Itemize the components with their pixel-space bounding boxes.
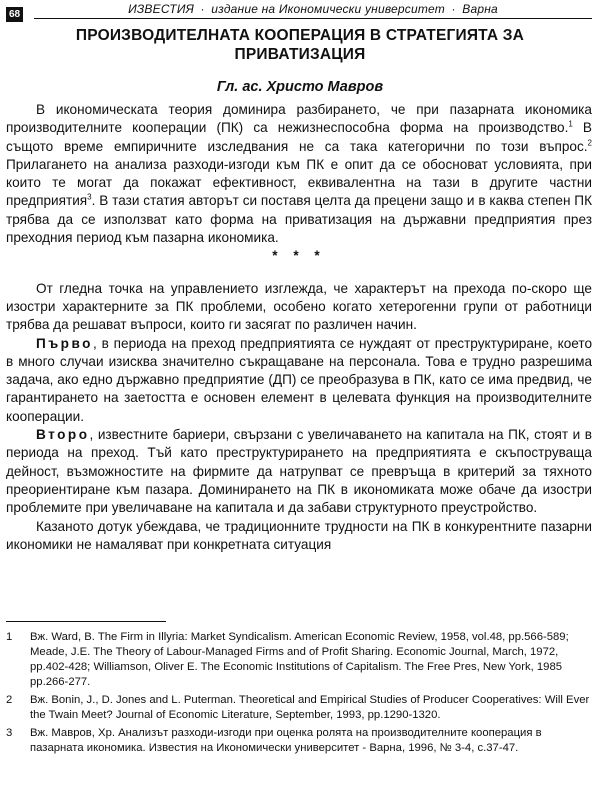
journal-title: ИЗВЕСТИЯ xyxy=(128,2,194,16)
paragraph-conclusion: Казаното дотук убеждава, че традиционните трудности на ПК в конкурентните пазарни икономики не намаляват при конкретната ситуация xyxy=(6,518,592,552)
article-title: ПРОИЗВОДИТЕЛНАТА КООПЕРАЦИЯ В СТРАТЕГИЯТА ЗА ПРИВАТИЗАЦИЯ xyxy=(75,27,525,63)
text-span: , в периода на преход предприятията се нуждаят от преструктуриране, което в много случаи изисква значително съкращаване на персонала. Това е трудно разрешима задача, ако едно държавно предприятие (ДП) се преобразува в ПК, като се има предвид, че гарантирането на заетостта е основен елемент в целевата функция на производителните кооперации. xyxy=(6,335,592,424)
paragraph-intro xyxy=(6,101,592,247)
section-divider: * * * xyxy=(272,248,326,264)
paragraph-second xyxy=(6,426,592,517)
footnote-ref-3: 3 xyxy=(87,192,92,202)
header-separator: · xyxy=(200,2,205,16)
footnotes xyxy=(6,630,592,759)
article-body xyxy=(6,101,592,554)
text-span: В същото време емпиричните изследвания не са така категорични по този въпрос. xyxy=(6,120,593,154)
journal-city: Варна xyxy=(462,2,498,16)
footnote-number: 2 xyxy=(6,694,13,706)
text-span: . В тази статия авторът си поставя целта да прецени защо и в каква степен ПК трябва да се използват като форма на приватизация на държавни предприятия през преходния период към пазарна икономика. xyxy=(6,193,592,246)
footnote-text: Вж. Bonin, J., D. Jones and L. Puterman. Theoretical and Empirical Studies of Producer Cooperatives: Will Ever the Twain Meet? Journal of Economic Literature, September, 1993, pp.1290-1320. xyxy=(30,694,590,721)
footnote-ref-1: 1 xyxy=(568,119,573,129)
footnote-item xyxy=(6,726,592,756)
paragraph-management: От гледна точка на управлението изглежда, че характерът на прехода по-скоро ще изостри характерните за ПК проблеми, особено когато хетерогенни групи от работници трябва да решават въпроси, които ги засягат по различен начин. xyxy=(6,280,592,333)
footnote-number: 1 xyxy=(6,631,13,643)
lead-word-first: Първо xyxy=(36,335,93,351)
footnote-ref-2: 2 xyxy=(587,138,592,148)
footnote-text: Вж. Мавров, Хр. Анализът разходи-изгоди при оценка ролята на производителните кооперация в пазарната икономика. Известия на Икономически университет - Варна, 1996, № 3-4, с.37-47. xyxy=(30,727,542,754)
journal-subtitle: издание на Икономически университет xyxy=(211,2,445,16)
footnote-text: Вж. Ward, B. The Firm in Illyria: Market Syndicalism. American Economic Review, 1958, vol.48, pp.566-589; Meade, J.E. The Theory of Labour-Managed Firms and of Profit Sharing. Economic Journal, March, 1972, pp.402-428; Williamson, Oliver E. The Economic Institutions of Capitalism. The Free Pres, New York, 1985 pp.266-277. xyxy=(30,631,569,688)
footnote-item xyxy=(6,630,592,690)
page-number: 68 xyxy=(6,7,23,22)
text-span: , известните бариери, свързани с увеличаването на капитала на ПК, стоят и в периода на преход. Тъй като преструктурирането на предприятията е скъпоструваща дейност, възможностите на фирмите да натрупват се превръща в критерий за тяхното преориентиране към пазара. Доминирането на ПК в икономиката може обаче да изостри проблемите при увеличаване на капитала и да забави структурното преустройство. xyxy=(6,427,592,516)
text-span: В икономическата теория доминира разбирането, че при пазарната икономика производителните кооперации (ПК) са нежизнеспособна форма на производство. xyxy=(6,102,592,136)
article-author: Гл. ас. Христо Мавров xyxy=(216,79,384,95)
text-span: Прилагането на анализа разходи-изгоди към ПК е опит да се обосноват условията, при които те могат да покажат ефективност, еквивалентна на тази в другите частни предприятия xyxy=(6,156,592,209)
running-header xyxy=(34,2,592,19)
footnote-item xyxy=(6,693,592,723)
footnote-rule xyxy=(6,621,166,622)
header-separator: · xyxy=(451,2,456,16)
paragraph-first xyxy=(6,335,592,426)
lead-word-second: Второ xyxy=(36,427,90,443)
footnote-number: 3 xyxy=(6,727,13,739)
